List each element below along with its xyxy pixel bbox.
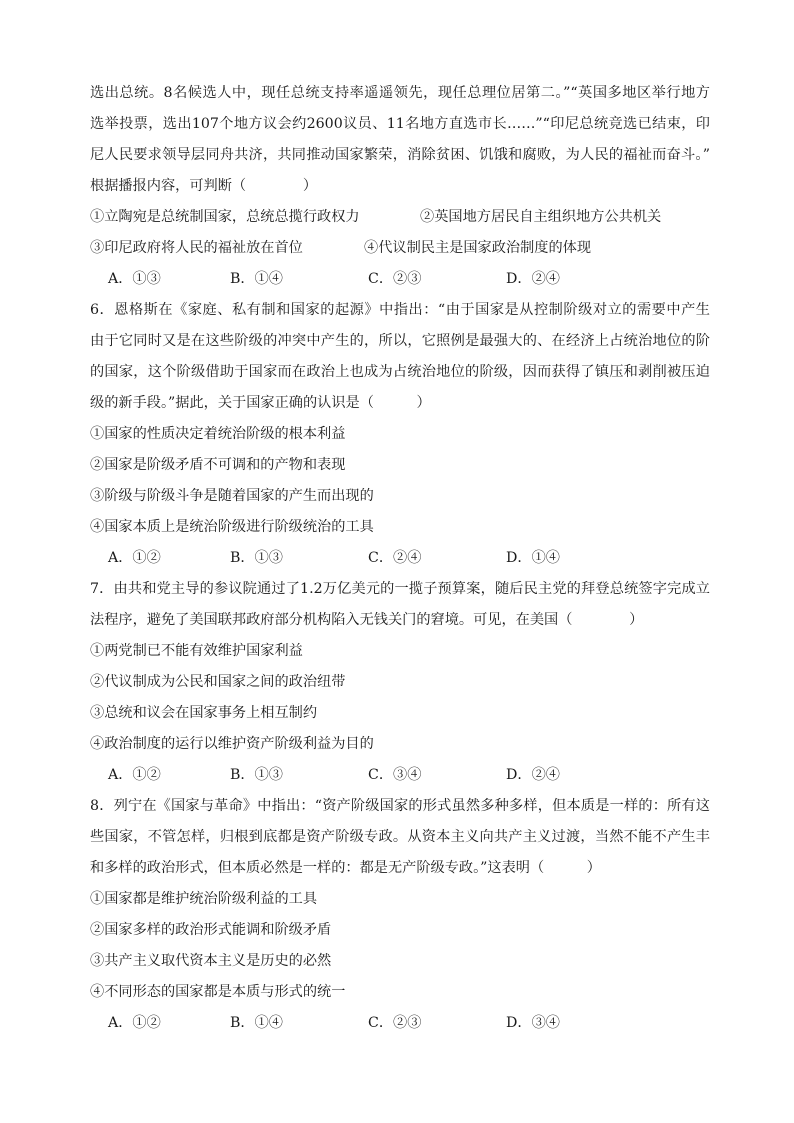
question-6-line-2: 由于它同时又是在这些阶级的冲突中产生的，所以，它照例是最强大的、在经济上占统治地位的阶: [90, 333, 710, 349]
question-6-line-1: 6．恩格斯在《家庭、私有制和国家的起源》中指出：“由于国家是从控制阶级对立的需要中产生: [90, 302, 710, 318]
choice-c[interactable]: C．②③: [368, 271, 422, 287]
question-6-line-3: 的国家，这个阶级借助于国家而在政治上也成为占统治地位的阶级，因而获得了镇压和剥削被压迫: [90, 364, 710, 380]
question-7: [90, 574, 710, 791]
question-6-option-1: ①国家的性质决定着统治阶级的根本利益: [90, 426, 346, 442]
question-8-line-2: 些国家，不管怎样，归根到底都是资产阶级专政。从资本主义向共产主义过渡，当然不能不产生丰: [90, 829, 710, 845]
question-8-line-3: 和多样的政治形式，但本质必然是一样的：都是无产阶级专政。”这表明（ ）: [90, 860, 601, 876]
question-7-line-1: 7．由共和党主导的参议院通过了1.2万亿美元的一揽子预算案，随后民主党的拜登总统签字完成立: [90, 581, 710, 597]
question-8-option-1: ①国家都是维护统治阶级利益的工具: [90, 891, 318, 907]
question-5-line-3: 尼人民要求领导层同舟共济，共同推动国家繁荣，消除贫困、饥饿和腐败，为人民的福祉而奋斗。”: [90, 147, 710, 163]
question-8-line-1: 8．列宁在《国家与革命》中指出：“资产阶级国家的形式虽然多种多样，但本质是一样的：所有这: [90, 798, 710, 814]
choice-c[interactable]: C．③④: [368, 767, 422, 783]
question-7-option-2: ②代议制成为公民和国家之间的政治纽带: [90, 674, 346, 690]
question-5-line-1: 选出总统。8名候选人中，现任总统支持率遥遥领先，现任总理位居第二。”“英国多地区举行地方: [90, 85, 710, 101]
question-5-option-2: ②英国地方居民自主组织地方公共机关: [420, 209, 662, 225]
choice-d[interactable]: D．②④: [506, 767, 560, 783]
exam-page: [90, 78, 710, 1039]
question-6-choices: [90, 543, 710, 574]
question-5-option-4: ④代议制民主是国家政治制度的体现: [364, 240, 592, 256]
question-6-option-4: ④国家本质上是统治阶级进行阶级统治的工具: [90, 519, 374, 535]
question-7-line-2: 法程序，避免了美国联邦政府部分机构陷入无钱关门的窘境。可见，在美国（ ）: [90, 612, 644, 628]
question-7-option-1: ①两党制已不能有效维护国家利益: [90, 643, 303, 659]
question-7-option-3: ③总统和议会在国家事务上相互制约: [90, 705, 318, 721]
question-6-option-2: ②国家是阶级矛盾不可调和的产物和表现: [90, 457, 346, 473]
choice-a[interactable]: A．①②: [108, 550, 161, 566]
question-8-option-2: ②国家多样的政治形式能调和阶级矛盾: [90, 922, 332, 938]
question-8-choices: [90, 1008, 710, 1039]
question-6-option-3: ③阶级与阶级斗争是随着国家的产生而出现的: [90, 488, 374, 504]
question-5-option-1: ①立陶宛是总统制国家，总统总揽行政权力: [90, 209, 360, 225]
question-7-choices: [90, 760, 710, 791]
choice-a[interactable]: A．①②: [108, 767, 161, 783]
question-5-choices: [90, 264, 710, 295]
choice-a[interactable]: A．①②: [108, 1015, 161, 1031]
question-5: [90, 78, 710, 295]
choice-b[interactable]: B．①③: [230, 767, 283, 783]
choice-d[interactable]: D．①④: [506, 550, 560, 566]
question-5-options-row-2: [90, 233, 710, 264]
question-7-option-4: ④政治制度的运行以维护资产阶级利益为目的: [90, 736, 374, 752]
choice-b[interactable]: B．①③: [230, 550, 283, 566]
choice-b[interactable]: B．①④: [230, 271, 283, 287]
question-6: [90, 295, 710, 574]
question-8: [90, 791, 710, 1039]
question-8-option-4: ④不同形态的国家都是本质与形式的统一: [90, 984, 346, 1000]
choice-a[interactable]: A．①③: [108, 271, 161, 287]
question-6-line-4: 级的新手段。”据此，关于国家正确的认识是（ ）: [90, 395, 431, 411]
choice-b[interactable]: B．①④: [230, 1015, 283, 1031]
question-5-options-row-1: [90, 202, 710, 233]
choice-d[interactable]: D．②④: [506, 271, 560, 287]
question-5-line-4: 根据播报内容，可判断（ ）: [90, 178, 318, 194]
question-5-line-2: 选举投票，选出107个地方议会约2600议员、11名地方直选市长……”“印尼总统竞选已结束，印: [90, 116, 710, 132]
choice-c[interactable]: C．②④: [368, 550, 422, 566]
question-8-option-3: ③共产主义取代资本主义是历史的必然: [90, 953, 332, 969]
choice-d[interactable]: D．③④: [506, 1015, 560, 1031]
question-5-option-3: ③印尼政府将人民的福祉放在首位: [90, 240, 303, 256]
choice-c[interactable]: C．②③: [368, 1015, 422, 1031]
